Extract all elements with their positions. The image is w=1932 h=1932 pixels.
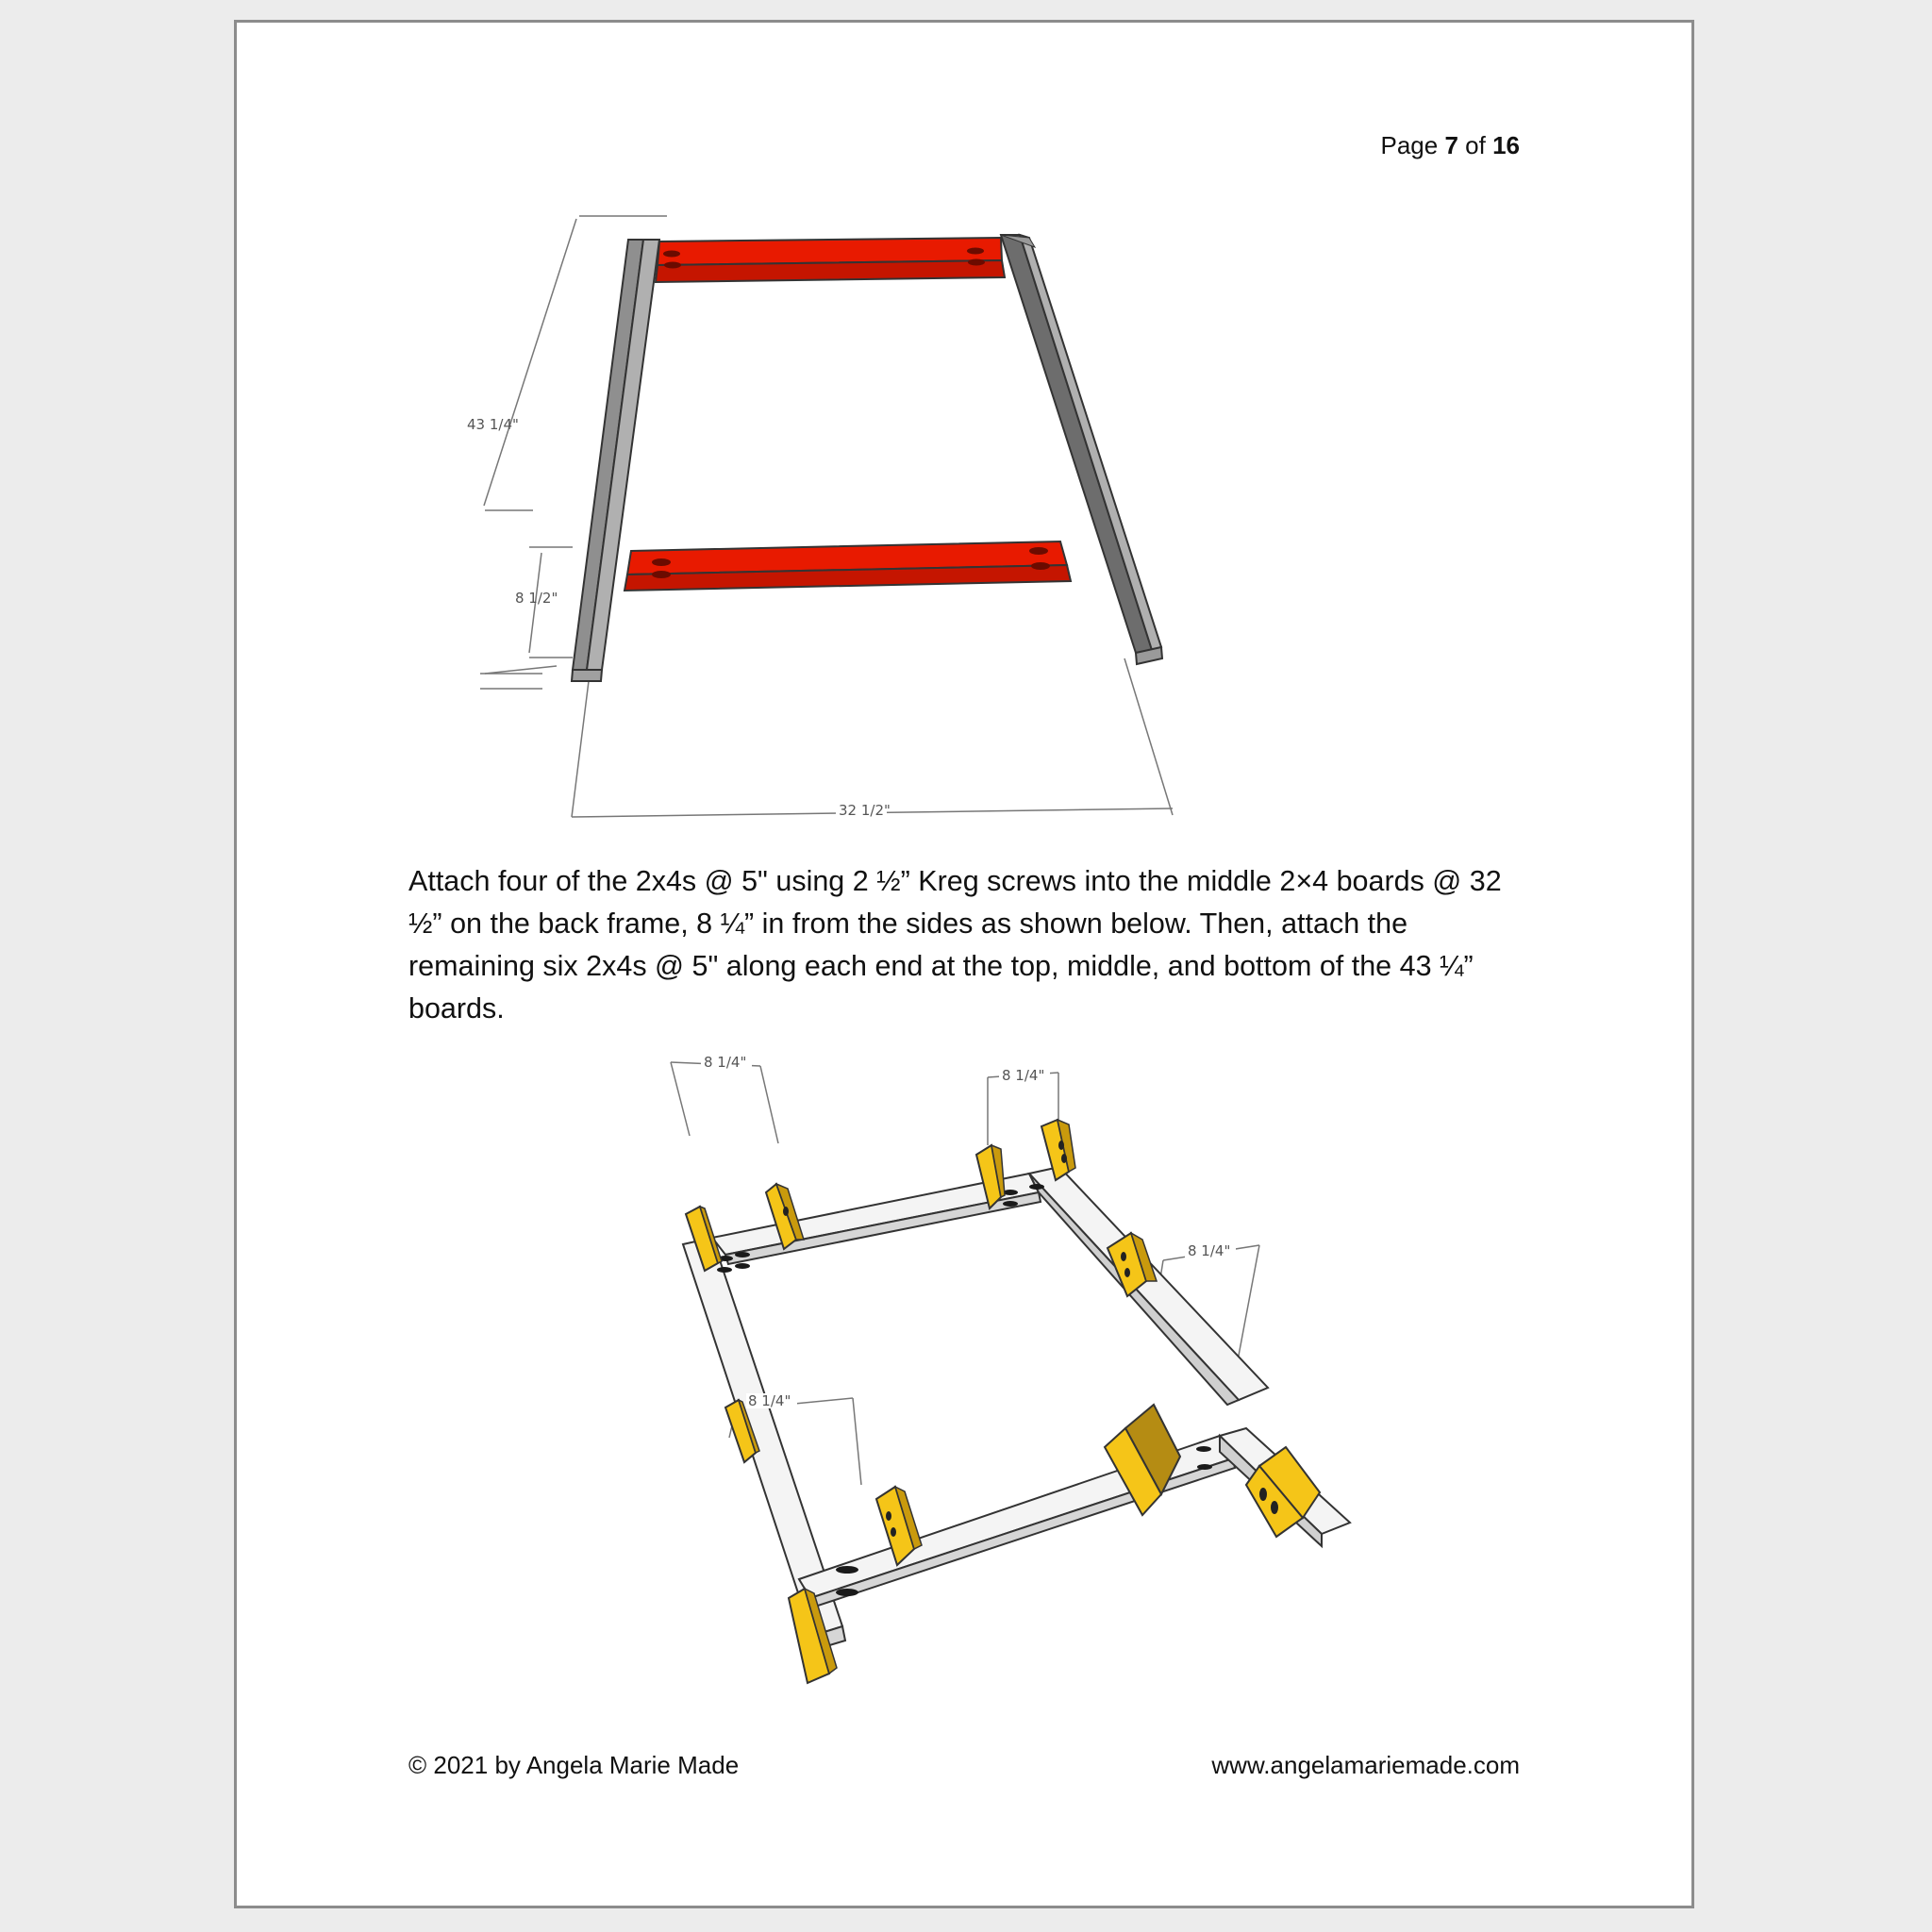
right-side-board bbox=[1001, 235, 1162, 664]
left-side-board bbox=[572, 240, 659, 681]
dim-label-top-right: 8 1/4" bbox=[1002, 1067, 1045, 1084]
frame-right-board bbox=[1029, 1167, 1268, 1405]
instruction-paragraph: Attach four of the 2x4s @ 5" using 2 ½” Kreg screws into the middle 2×4 boards @ 32 ½” on the back frame, 8 ¼” in from the sides as shown below. Then, attach the remaining six 2x4s @ 5" along each end at the top, middle, and bottom of the 43 ¼” boards. bbox=[408, 865, 1502, 1024]
page-total: 16 bbox=[1492, 131, 1520, 159]
dim-label-bottom-left: 8 1/4" bbox=[748, 1392, 791, 1409]
back-frame-diagram bbox=[467, 202, 1444, 843]
middle-cross-board bbox=[625, 541, 1071, 591]
dim-label-top-left: 8 1/4" bbox=[704, 1054, 747, 1071]
dim-label-right: 8 1/4" bbox=[1188, 1242, 1231, 1259]
dim-label-43-1-4: 43 1/4" bbox=[467, 416, 519, 433]
dimension-lines bbox=[480, 216, 1173, 817]
page-current: 7 bbox=[1444, 131, 1458, 159]
footer-copyright: © 2021 by Angela Marie Made bbox=[408, 1751, 740, 1779]
top-cross-board bbox=[656, 238, 1005, 282]
document-page bbox=[234, 20, 1694, 1908]
dim-label-8-1-2: 8 1/2" bbox=[515, 590, 558, 607]
footer-website-link[interactable]: www.angelamariemade.com bbox=[1211, 1751, 1520, 1779]
frame-with-blocks-diagram bbox=[520, 1041, 1463, 1749]
page-number: Page 7 of 16 bbox=[1380, 131, 1520, 159]
dim-label-32-1-2: 32 1/2" bbox=[839, 802, 891, 819]
